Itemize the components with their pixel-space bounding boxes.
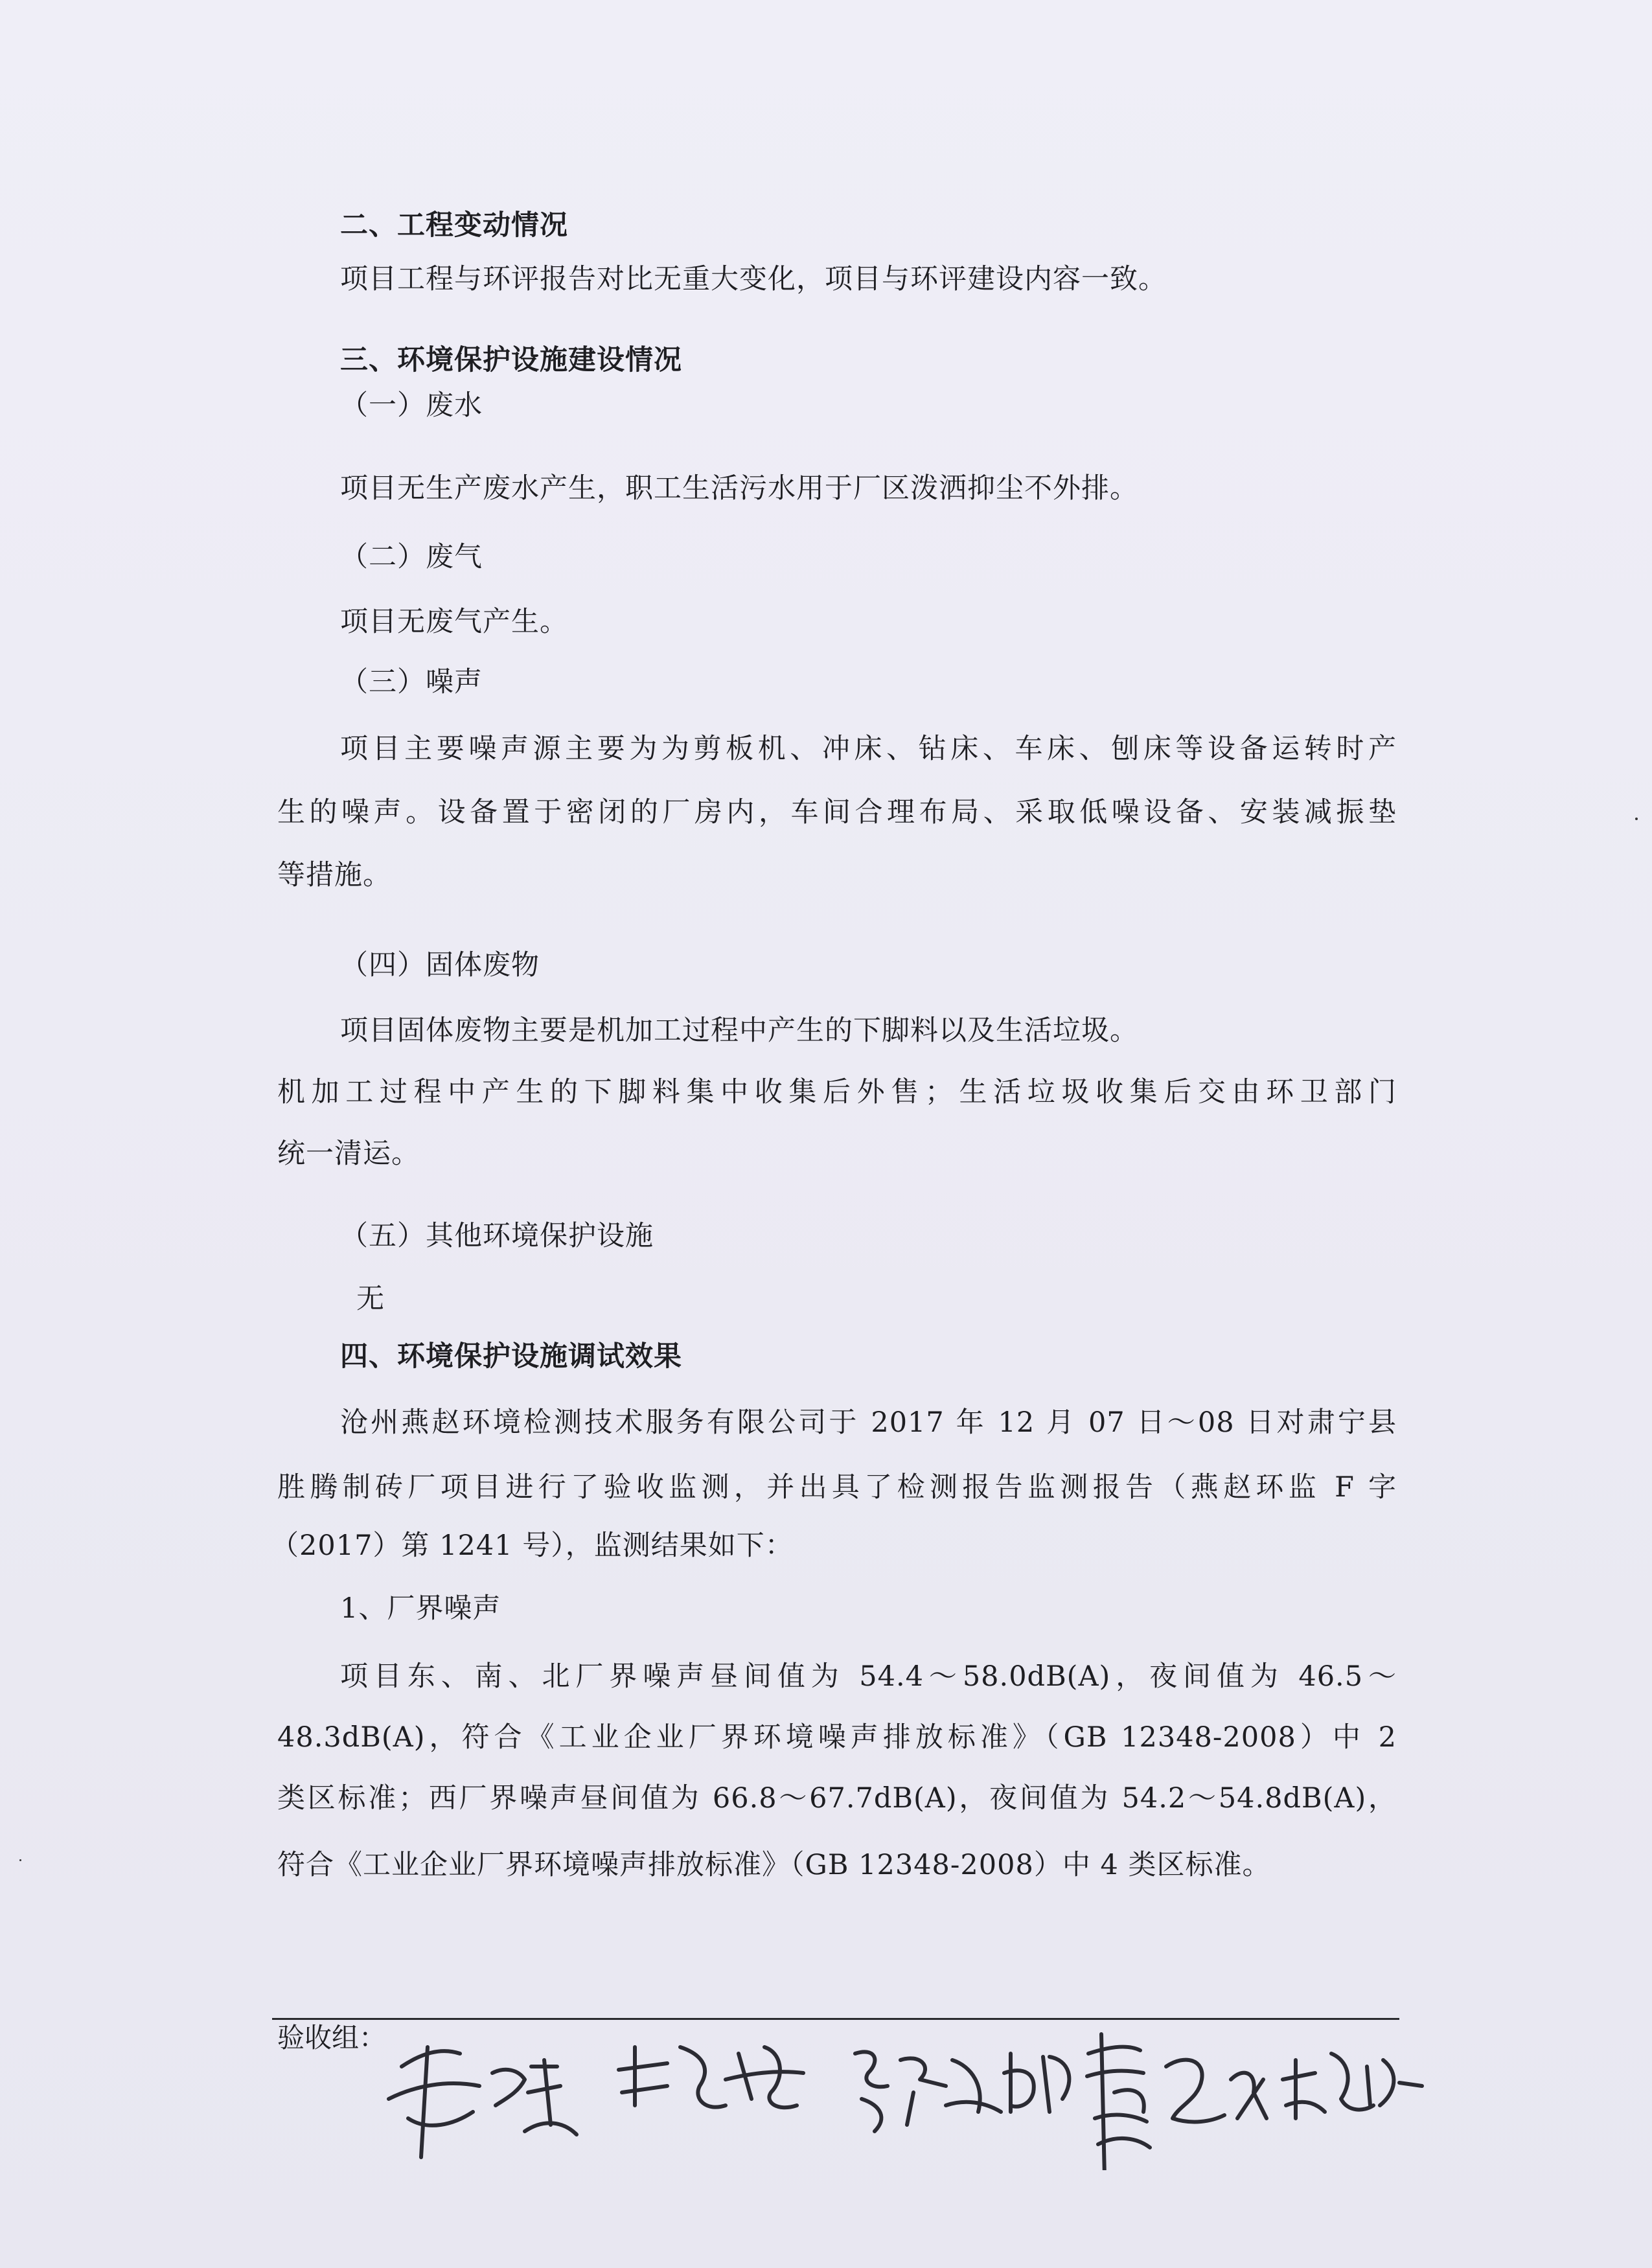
paragraph-boundary-noise-line-1: 项目东、南、北厂界噪声昼间值为 54.4～58.0dB(A)，夜间值为 46.5～ [340,1660,1397,1693]
paragraph-boundary-noise-line-2: 48.3dB(A)，符合《工业企业厂界环境噪声排放标准》（GB 12348-2008）中 2 [277,1721,1397,1754]
signature-3 [855,2052,1069,2131]
paragraph-solid-waste-line-3: 统一清运。 [277,1138,420,1170]
signature-4 [1087,2034,1267,2170]
heading-env-facilities: 三、环境保护设施建设情况 [340,344,682,376]
heading-engineering-changes: 二、工程变动情况 [340,209,568,242]
paragraph-waste-gas: 项目无废气产生。 [340,606,568,638]
subheading-other-facilities: （五）其他环境保护设施 [340,1220,654,1252]
paragraph-boundary-noise-line-4: 符合《工业企业厂界环境噪声排放标准》（GB 12348-2008）中 4 类区标准。 [277,1849,1271,1881]
paragraph-monitoring-line-3: （2017）第 1241 号），监测结果如下： [271,1529,794,1562]
subheading-wastewater: （一）废水 [340,389,483,422]
subheading-waste-gas: （二）废气 [340,541,483,573]
scan-speck [19,1859,21,1861]
paragraph-monitoring-line-1: 沧州燕赵环境检测技术服务有限公司于 2017 年 12 月 07 日～08 日对肃宁县 [340,1406,1397,1439]
signature-label: 验收组： [277,2022,387,2054]
subheading-solid-waste: （四）固体废物 [340,949,540,981]
paragraph-engineering-changes: 项目工程与环评报告对比无重大变化，项目与环评建设内容一致。 [340,263,1167,295]
subheading-noise: （三）噪声 [340,666,483,698]
paragraph-other-facilities: 无 [356,1283,385,1315]
paragraph-monitoring-line-2: 胜腾制砖厂项目进行了验收监测，并出具了检测报告监测报告（燕赵环监 F 字 [277,1471,1397,1504]
signature-2 [619,2047,803,2107]
paragraph-solid-waste-line-2: 机加工过程中产生的下脚料集中收集后外售；生活垃圾收集后交由环卫部门 [277,1076,1397,1108]
paragraph-noise-line-1: 项目主要噪声源主要为为剪板机、冲床、钻床、车床、刨床等设备运转时产 [340,733,1397,765]
paragraph-noise-line-3: 等措施。 [277,859,391,891]
heading-debug-results: 四、环境保护设施调试效果 [340,1340,682,1373]
signature-5 [1283,2054,1422,2118]
paragraph-boundary-noise-line-3: 类区标准；西厂界噪声昼间值为 66.8～67.7dB(A)，夜间值为 54.2～54.8dB(A)， [277,1782,1397,1815]
paragraph-noise-line-2: 生的噪声。设备置于密闭的厂房内，车间合理布局、采取低噪设备、安装减振垫 [277,796,1397,829]
scan-speck [1635,818,1638,820]
paragraph-wastewater: 项目无生产废水产生，职工生活污水用于厂区泼洒抑尘不外排。 [340,472,1138,505]
signature-1 [389,2047,577,2157]
paragraph-solid-waste-line-1: 项目固体废物主要是机加工过程中产生的下脚料以及生活垃圾。 [340,1014,1138,1047]
subheading-boundary-noise: 1、厂界噪声 [340,1592,501,1625]
handwritten-signatures [363,2008,1425,2170]
